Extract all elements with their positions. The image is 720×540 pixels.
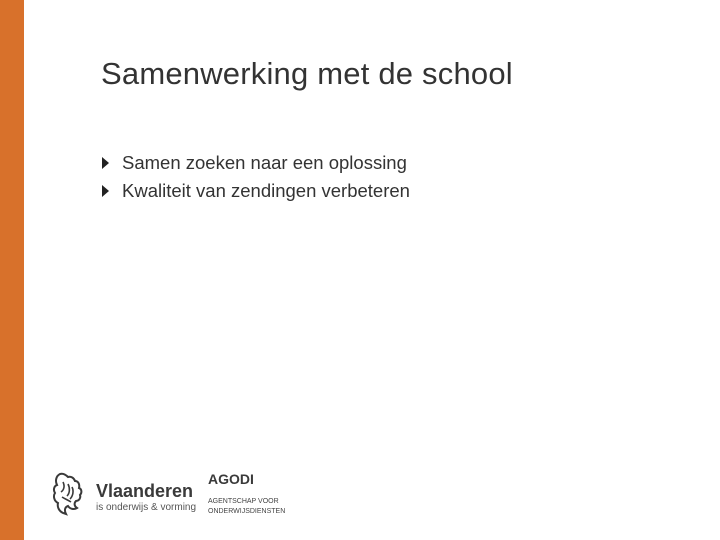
slide-title: Samenwerking met de school (101, 56, 513, 91)
bullet-item (102, 149, 410, 177)
bullet-item (102, 177, 410, 205)
bullet-text: Samen zoeken naar een oplossing (122, 152, 407, 173)
agodi-logo-subtext: AGENTSCHAP VOOR ONDERWIJSDIENSTEN (208, 498, 286, 515)
triangle-right-icon (102, 185, 109, 197)
agodi-logo-text: AGODI (208, 471, 254, 487)
bullet-text: Kwaliteit van zendingen verbeteren (122, 180, 410, 201)
flemish-lion-icon (50, 472, 86, 516)
vlaanderen-logo-text: Vlaanderen (96, 481, 194, 501)
triangle-right-icon (102, 157, 109, 169)
vlaanderen-logo-subtext: is onderwijs & vorming (96, 502, 197, 513)
side-accent-bar (0, 0, 24, 540)
bullet-list (102, 149, 410, 205)
